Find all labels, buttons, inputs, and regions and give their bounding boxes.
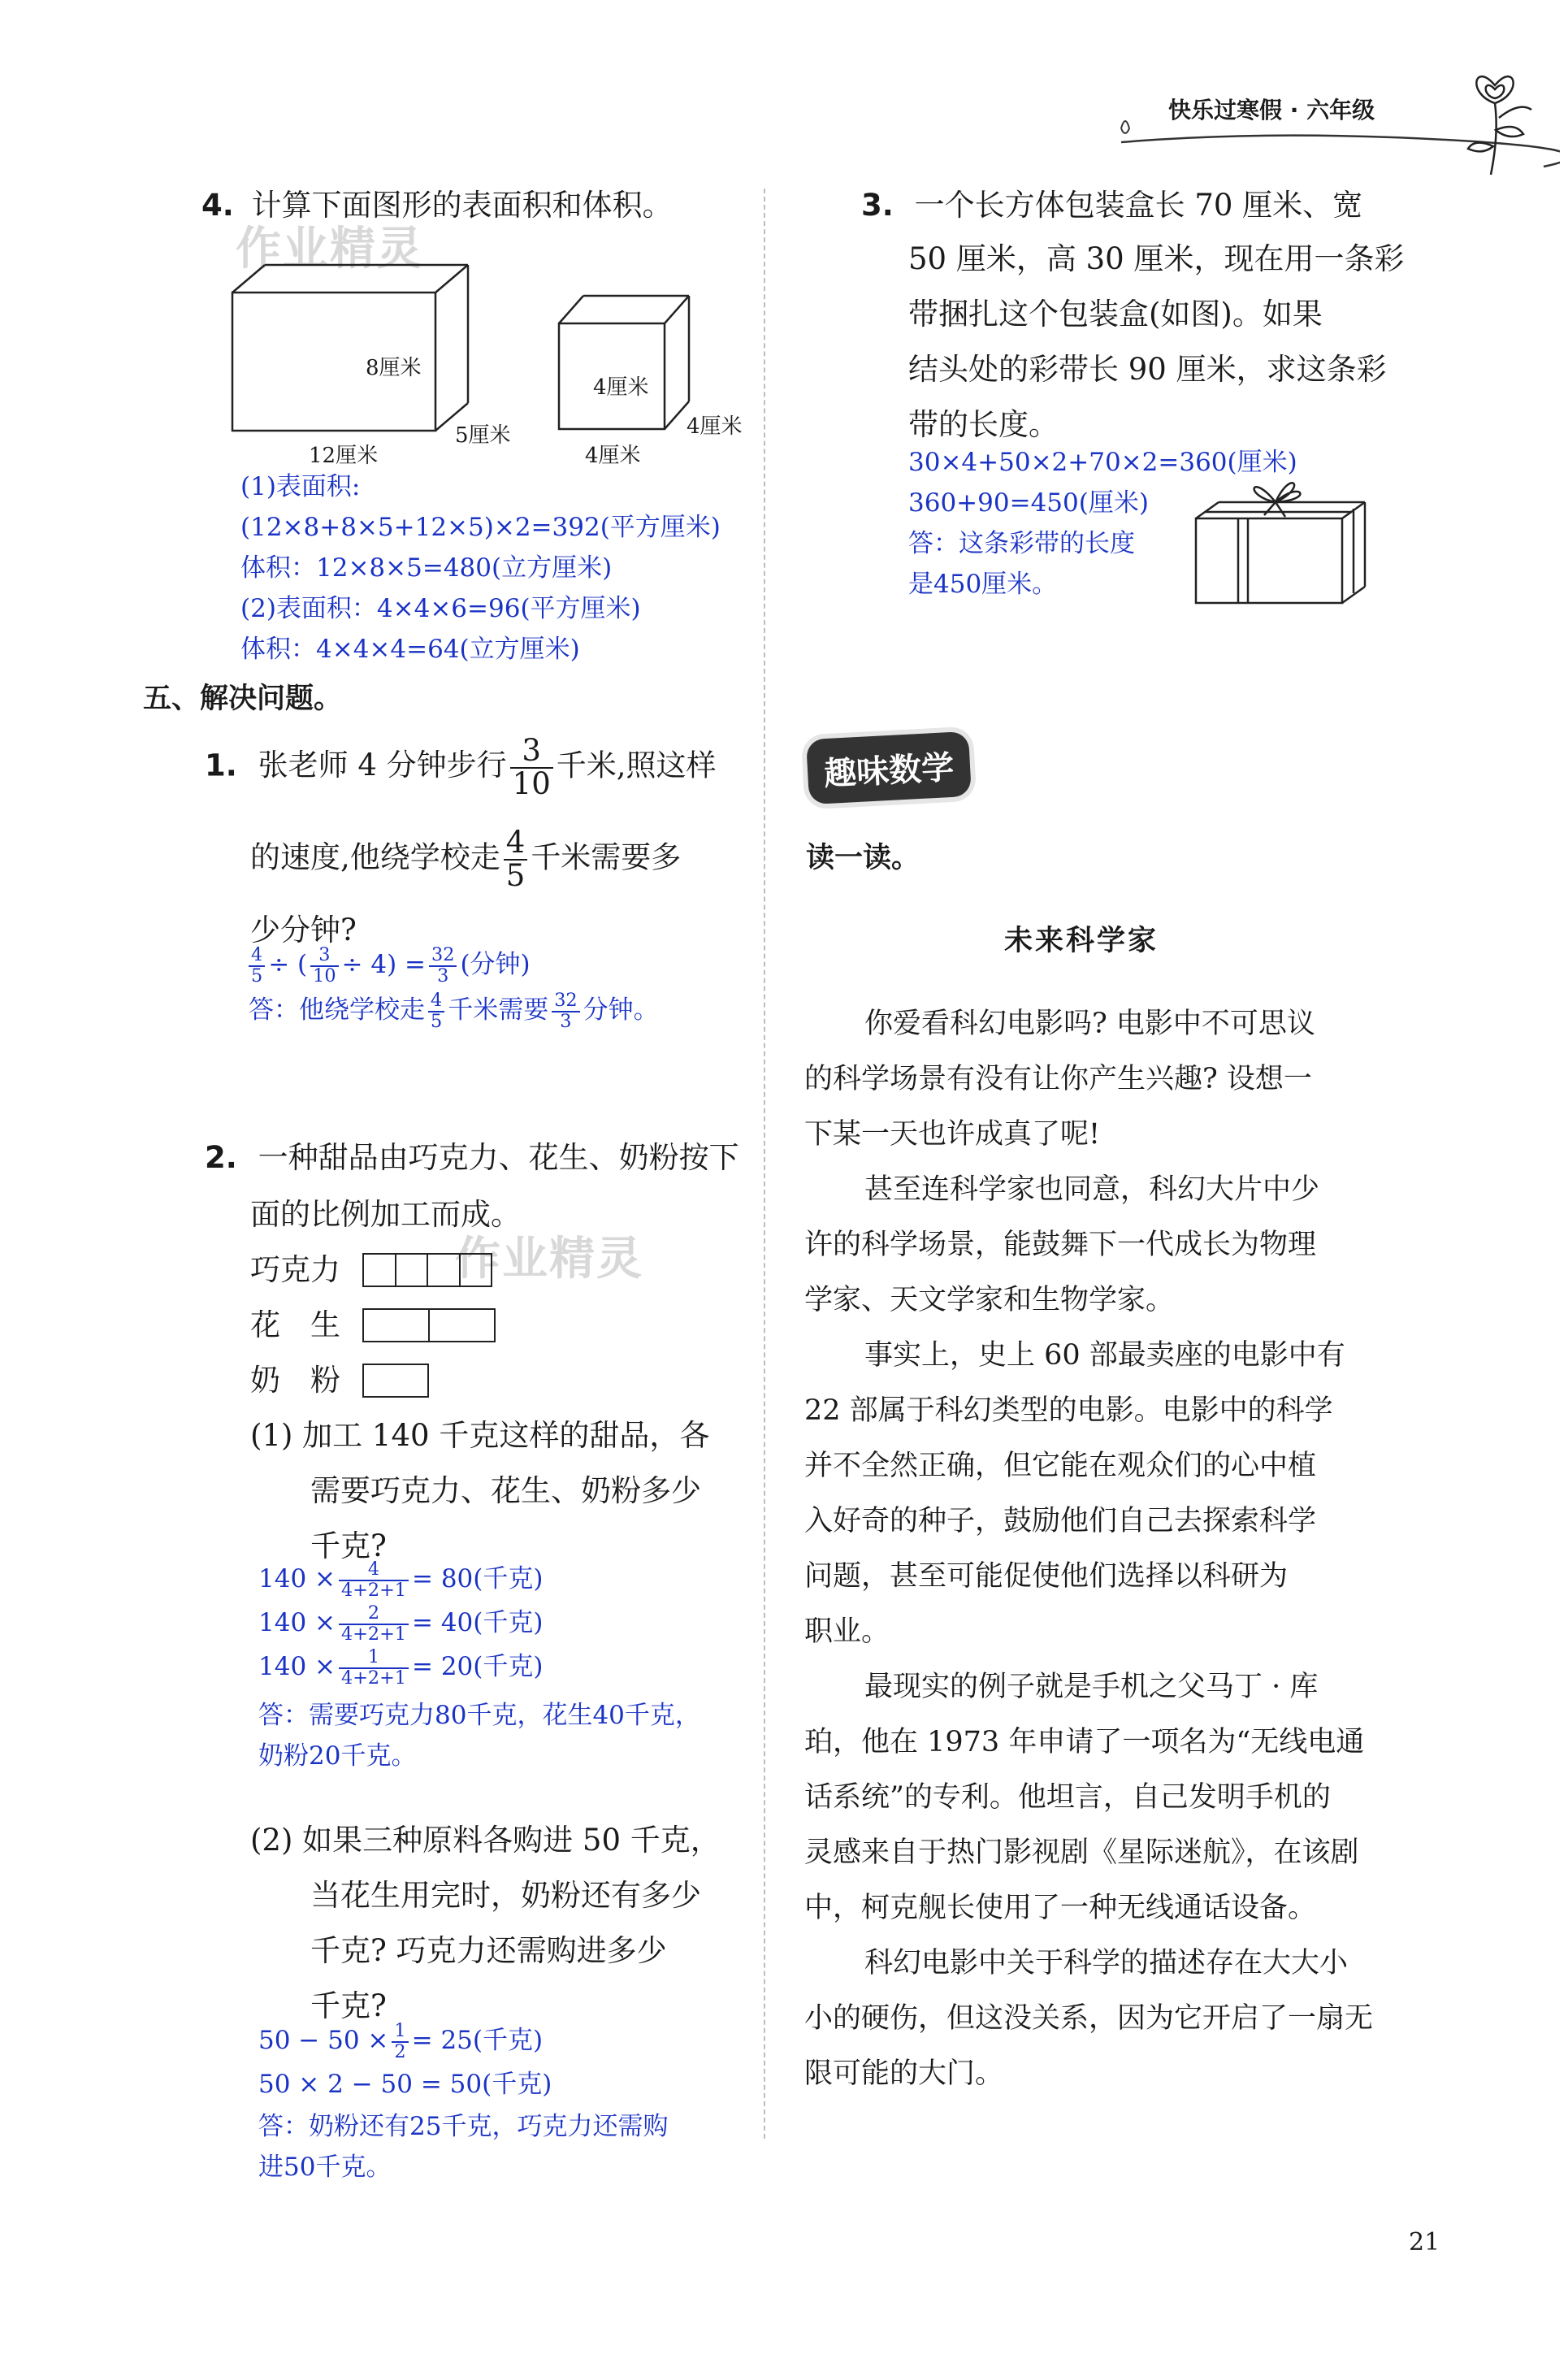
sub-2-eq-2: 50 × 2 − 50 = 50(千克)	[258, 2070, 552, 2099]
cube-height-label: 4厘米	[593, 375, 649, 400]
cuboid-width-label: 5厘米	[455, 423, 511, 448]
problem-1-answer: 答：他绕学校走 $\frac{4}{5}$ 千米需要 $\frac{32}{3}$ 分钟。	[249, 990, 659, 1032]
q4-answers	[240, 466, 721, 670]
sub-question-1-line-1: (1) 加工 140 千克这样的甜品，各	[250, 1418, 710, 1453]
sub-2-eq-1: 50 − 50 × $\frac{1}{2}$ = 25(千克)	[258, 2020, 544, 2062]
paragraph: 最现实的例子就是手机之父马丁 · 库 珀，他在 1973 年申请了一项名为“无线电通 话系统”的专利。他坦言，自己发明手机的 灵感来自于热门影视剧《星际迷航》，在该剧 中，柯克舰长使用了一种无线通话设备。	[804, 1671, 1365, 1924]
sub-question-2-line-4: 千克?	[310, 1988, 387, 2023]
answer-line: 体积：12×8×5=480(立方厘米)	[240, 553, 613, 583]
problem-1-line-1: 1. 张老师 4 分钟步行 $\frac{3}{10}$ 千米,照这样	[205, 733, 717, 801]
paragraph: 你爱看科幻电影吗? 电影中不可思议 的科学场景有没有让你产生兴趣? 设想一 下某一天也许成真了呢!	[804, 1008, 1315, 1151]
article-body	[804, 996, 1406, 2101]
question-3-line-5: 带的长度。	[908, 407, 1059, 442]
ratio-label-milk: 奶 粉	[250, 1363, 340, 1398]
page-number: 21	[1409, 2228, 1440, 2257]
badge-text: 趣味数学	[823, 748, 955, 793]
question-3-line-2: 50 厘米，高 30 厘米，现在用一条彩	[908, 241, 1405, 276]
fun-math-badge	[806, 731, 972, 804]
paragraph: 科幻电影中关于科学的描述存在大大小 小的硬伤，但这没关系，因为它开启了一扇无 限可能的大门。	[804, 1947, 1374, 2090]
read-label: 读一读。	[806, 842, 920, 874]
problem-number: 1.	[205, 748, 237, 783]
sub-question-2-line-3: 千克? 巧克力还需购进多少	[310, 1933, 667, 1968]
question-number: 3.	[861, 188, 894, 223]
ratio-label-chocolate: 巧克力	[250, 1252, 340, 1287]
sub-question-2-line-2: 当花生用完时，奶粉还有多少	[310, 1878, 701, 1913]
problem-1-line-2: 的速度,他绕学校走 $\frac{4}{5}$ 千米需要多	[250, 825, 682, 893]
question-3-line-1: 3. 一个长方体包装盒长 70 厘米、宽	[861, 188, 1363, 223]
cube-4x4x4	[559, 296, 689, 429]
cuboid-length-label: 12厘米	[309, 444, 379, 468]
flower-icon	[1468, 76, 1531, 175]
sub-question-1-line-3: 千克?	[310, 1528, 387, 1563]
question-3-line-3: 带捆扎这个包装盒(如图)。如果	[908, 297, 1323, 332]
sub-1-eq-3: 140 × $\frac{1}{4+2+1}$ = 20(千克)	[258, 1646, 544, 1689]
problem-2-line-1: 2. 一种甜品由巧克力、花生、奶粉按下	[205, 1140, 739, 1175]
header-title: 快乐过寒假 · 六年级	[1168, 97, 1375, 124]
column-divider	[764, 189, 765, 2139]
gift-box-figure	[1186, 463, 1381, 609]
answer-line: (2)表面积：4×4×6=96(平方厘米)	[240, 594, 641, 623]
fraction: $\frac{3}{10}$	[510, 735, 553, 800]
sub-1-answer: 答：需要巧克力80千克，花生40千克， 奶粉20千克。	[258, 1701, 700, 1771]
section-heading: 五、解决问题。	[143, 683, 343, 715]
question-number: 4.	[201, 188, 234, 223]
sub-question-1-line-2: 需要巧克力、花生、奶粉多少	[310, 1473, 701, 1508]
answer-line: (1)表面积:	[240, 472, 361, 501]
cube-width-label: 4厘米	[687, 414, 743, 439]
q3-answers: 30×4+50×2+70×2=360(厘米) 360+90=450(厘米) 答：这条彩带的长度 是450厘米。	[908, 448, 1297, 599]
sub-2-answer: 答：奶粉还有25千克，巧克力还需购 进50千克。	[258, 2112, 669, 2182]
article-title: 未来科学家	[1004, 925, 1159, 957]
problem-1-line-3: 少分钟?	[250, 913, 357, 947]
cube-length-label: 4厘米	[585, 444, 641, 468]
header-decoration	[1105, 33, 1560, 179]
cuboid-12x8x5	[232, 265, 468, 431]
sub-1-eq-2: 140 × $\frac{2}{4+2+1}$ = 40(千克)	[258, 1602, 544, 1645]
ratio-label-peanut: 花 生	[250, 1307, 340, 1342]
fraction: $\frac{4}{5}$	[504, 827, 528, 892]
sub-1-eq-1: 140 × $\frac{4}{4+2+1}$ = 80(千克)	[258, 1559, 544, 1601]
problem-1-equation: $\frac{4}{5}$ ÷ ( $\frac{3}{10}$ ÷ 4) = $\frac{32}{3}$ (分钟)	[245, 944, 531, 986]
ratio-bar-milk	[362, 1364, 429, 1398]
question-3-line-4: 结头处的彩带长 90 厘米，求这条彩	[908, 352, 1387, 387]
paragraph: 事实上，史上 60 部最卖座的电影中有 22 部属于科幻类型的电影。电影中的科学 并不全然正确，但它能在观众们的心中植 入好奇的种子，鼓励他们自己去探索科学 问题，甚至可能促使他们选择以科研为 职业。	[804, 1339, 1345, 1648]
question-4	[201, 177, 673, 234]
problem-number: 2.	[205, 1140, 237, 1175]
question-text: 计算下面图形的表面积和体积。	[251, 188, 673, 223]
ratio-bar-chocolate	[362, 1253, 492, 1287]
ratio-bar-peanut	[362, 1308, 496, 1342]
watermark: 作业精灵	[236, 223, 424, 275]
answer-line: (12×8+8×5+12×5)×2=392(平方厘米)	[240, 513, 721, 542]
watermark: 作业精灵	[455, 1233, 643, 1286]
answer-line: 体积：4×4×4=64(立方厘米)	[240, 635, 580, 664]
cuboid-height-label: 8厘米	[366, 356, 422, 380]
sub-question-2-line-1: (2) 如果三种原料各购进 50 千克，	[250, 1823, 721, 1858]
problem-2-line-2: 面的比例加工而成。	[250, 1197, 521, 1232]
paragraph: 甚至连科学家也同意，科幻大片中少 许的科学场景，能鼓舞下一代成长为物理 学家、天文学家和生物学家。	[804, 1173, 1320, 1316]
